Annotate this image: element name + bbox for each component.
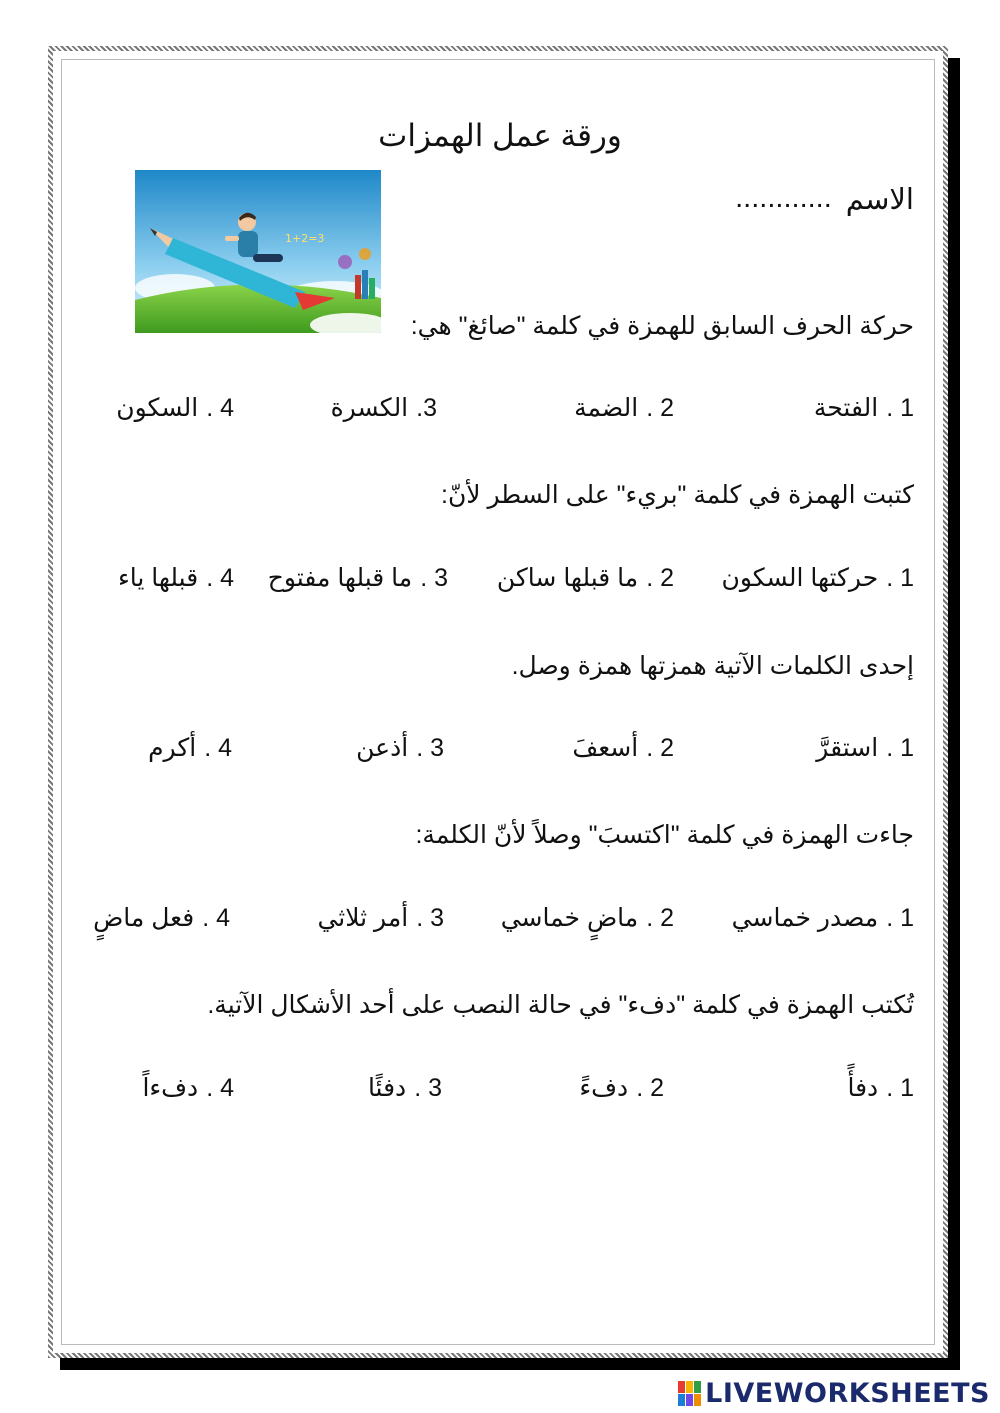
question-3: إحدى الكلمات الآتية همزتها همزة وصل. — [511, 652, 914, 680]
boy-on-pencil-illustration — [135, 170, 381, 333]
option[interactable]: 2 .ماضٍ خماسي — [500, 904, 674, 932]
option[interactable]: 1 .مصدر خماسي — [731, 904, 914, 932]
option[interactable]: 4 .دفءاً — [142, 1074, 234, 1102]
question-3-options — [0, 733, 1000, 773]
question-2-options — [0, 563, 1000, 603]
svg-text:1+2=3: 1+2=3 — [285, 232, 325, 245]
name-blank: ............ — [735, 182, 832, 214]
worksheet-title — [0, 118, 1000, 154]
question-2: كتبت الهمزة في كلمة "بريء" على السطر لأنّ: — [441, 481, 914, 509]
option[interactable]: 4 .فعل ماضٍ — [93, 904, 230, 932]
brand-name: LIVEWORKSHEETS — [705, 1377, 990, 1409]
question-4: جاءت الهمزة في كلمة "اكتسبَ" وصلاً لأنّ الكلمة: — [415, 821, 914, 849]
option[interactable]: 2 .الضمة — [574, 394, 674, 422]
option[interactable]: 3 .دفئًا — [367, 1074, 442, 1102]
question-5-options — [0, 1073, 1000, 1113]
question-1: حركة الحرف السابق للهمزة في كلمة "صائغ" هي: — [410, 312, 914, 340]
option[interactable]: 1 .حركتها السكون — [721, 564, 914, 592]
liveworksheets-logo[interactable] — [678, 1378, 990, 1408]
option[interactable]: 2 .دفءً — [579, 1074, 664, 1102]
option[interactable]: 4 .السكون — [116, 394, 234, 422]
option[interactable]: 3 .أذعن — [356, 734, 444, 762]
option[interactable]: 4 .أكرم — [148, 734, 232, 762]
option[interactable]: 4 .قبلها ياء — [117, 564, 234, 592]
question-4-options — [0, 903, 1000, 943]
option[interactable]: 3.الكسرة — [330, 394, 437, 422]
option[interactable]: 3 .ما قبلها مفتوح — [267, 564, 448, 592]
name-label: الاسم — [845, 184, 914, 216]
illustration-image — [135, 170, 381, 333]
option[interactable]: 3 .أمر ثلاثي — [317, 904, 444, 932]
option[interactable]: 1 .الفتحة — [813, 394, 914, 422]
question-1-options — [0, 393, 1000, 433]
option[interactable]: 1 .دفأً — [847, 1074, 914, 1102]
logo-squares-icon — [678, 1381, 701, 1406]
option[interactable]: 2 .ما قبلها ساكن — [496, 564, 674, 592]
question-5: تُكتب الهمزة في كلمة "دفء" في حالة النصب على أحد الأشكال الآتية. — [207, 991, 914, 1019]
option[interactable]: 1 .استقرَّ — [816, 734, 914, 762]
name-field — [735, 182, 914, 217]
title-text: ورقة عمل الهمزات — [378, 118, 622, 153]
option[interactable]: 2 .أسعفَ — [572, 734, 674, 762]
